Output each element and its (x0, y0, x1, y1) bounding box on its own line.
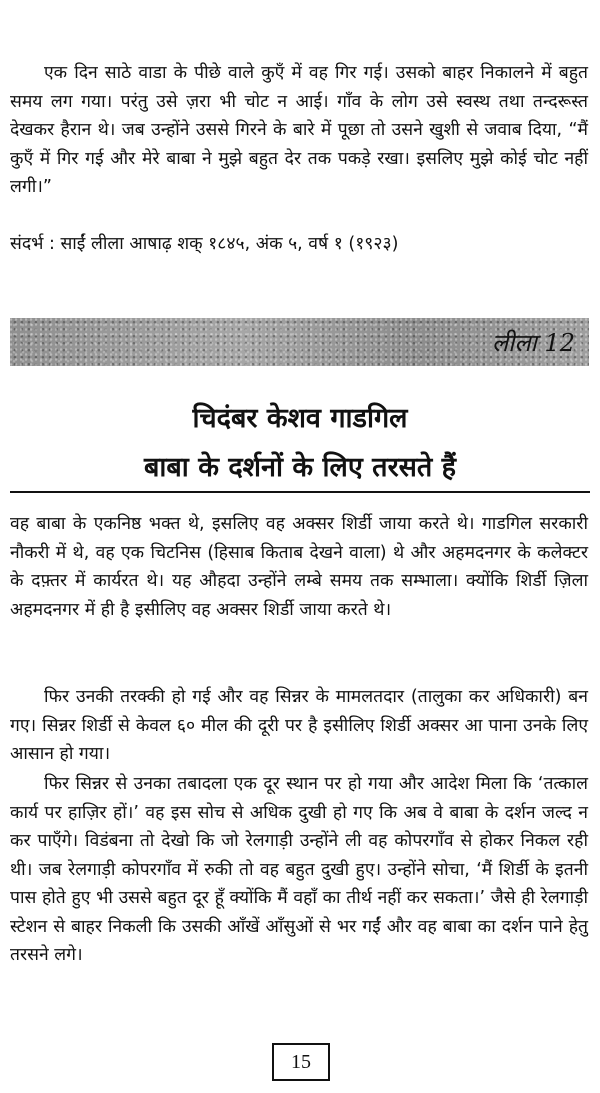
story-paragraph-4: फिर सिन्नर से उनका तबादला एक दूर स्थान पर हो गया और आदेश मिला कि ‘तत्काल कार्य पर हाज़िर हों।’ वह इस सोच से अधिक दुखी हो गए कि अब वे बाबा के दर्शन जल्द न कर पाएँगे। विडंबना तो देखो कि जो रेलगाड़ी उन्होंने ली वह कोपरगाँव से होकर निकल रही थी। जब रेलगाड़ी कोपरगाँव में रुकी तो वह बहुत दुखी हुए। उन्होंने सोचा, ‘मैं शिर्डी के इतनी पास होते हुए भी उससे बहुत दूर हूँ क्योंकि मैं वहाँ का तीर्थ नहीं कर सकता।’ जैसे ही रेलगाड़ी स्टेशन से बाहर निकली कि उसकी आँखें आँसुओं से भर गईं और वह बाबा का दर्शन पाने हेतु तरसने लगे। (10, 774, 588, 965)
section-banner (10, 318, 589, 366)
reference-citation: संदर्भ : साईं लीला आषाढ़ शक् १८४५, अंक ५, वर्ष १ (१९२३) (10, 234, 399, 254)
story-paragraph-1: एक दिन साठे वाडा के पीछे वाले कुएँ में वह गिर गई। उसको बाहर निकालने में बहुत समय लग गया। परंतु उसे ज़रा भी चोट न आई। गाँव के लोग उसे स्वस्थ तथा तन्दरूस्त देखकर हैरान थे। जब उन्होंने उससे गिरने के बारे में पूछा तो उसने खुशी से जवाब दिया, “मैं कुएँ में गिर गई और मेरे बाबा ने मुझे बहुत देर तक पकड़े रखा। इसलिए मुझे कोई चोट नहीं लगी।” (10, 63, 588, 197)
chapter-title: चिदंबर केशव गाडगिल (192, 403, 408, 434)
story-paragraph-3: फिर उनकी तरक्की हो गई और वह सिन्नर के मामलतदार (तालुका कर अधिकारी) बन गए। सिन्नर शिर्डी से केवल ६० मील की दूरी पर है इसीलिए शिर्डी अक्सर आ पाना उनके लिए आसान हो गया। (10, 687, 588, 764)
chapter-subtitle: बाबा के दर्शनों के लिए तरसते हैं (143, 452, 456, 483)
title-divider (10, 491, 590, 493)
page-number: 15 (272, 1043, 330, 1081)
leela-number-label: लीला 12 (491, 329, 575, 357)
story-paragraph-2: वह बाबा के एकनिष्ठ भक्त थे, इसलिए वह अक्सर शिर्डी जाया करते थे। गाडगिल सरकारी नौकरी में थे, वह एक चिटनिस (हिसाब किताब देखने वाला) थे और अहमदनगर के कलेक्टर के दफ़्तर में कार्यरत थे। यह औहदा उन्होंने लम्बे समय तक सम्भाला। क्योंकि शिर्डी ज़िला अहमदनगर में ही है इसीलिए वह अक्सर शिर्डी जाया करते थे। (10, 514, 588, 620)
